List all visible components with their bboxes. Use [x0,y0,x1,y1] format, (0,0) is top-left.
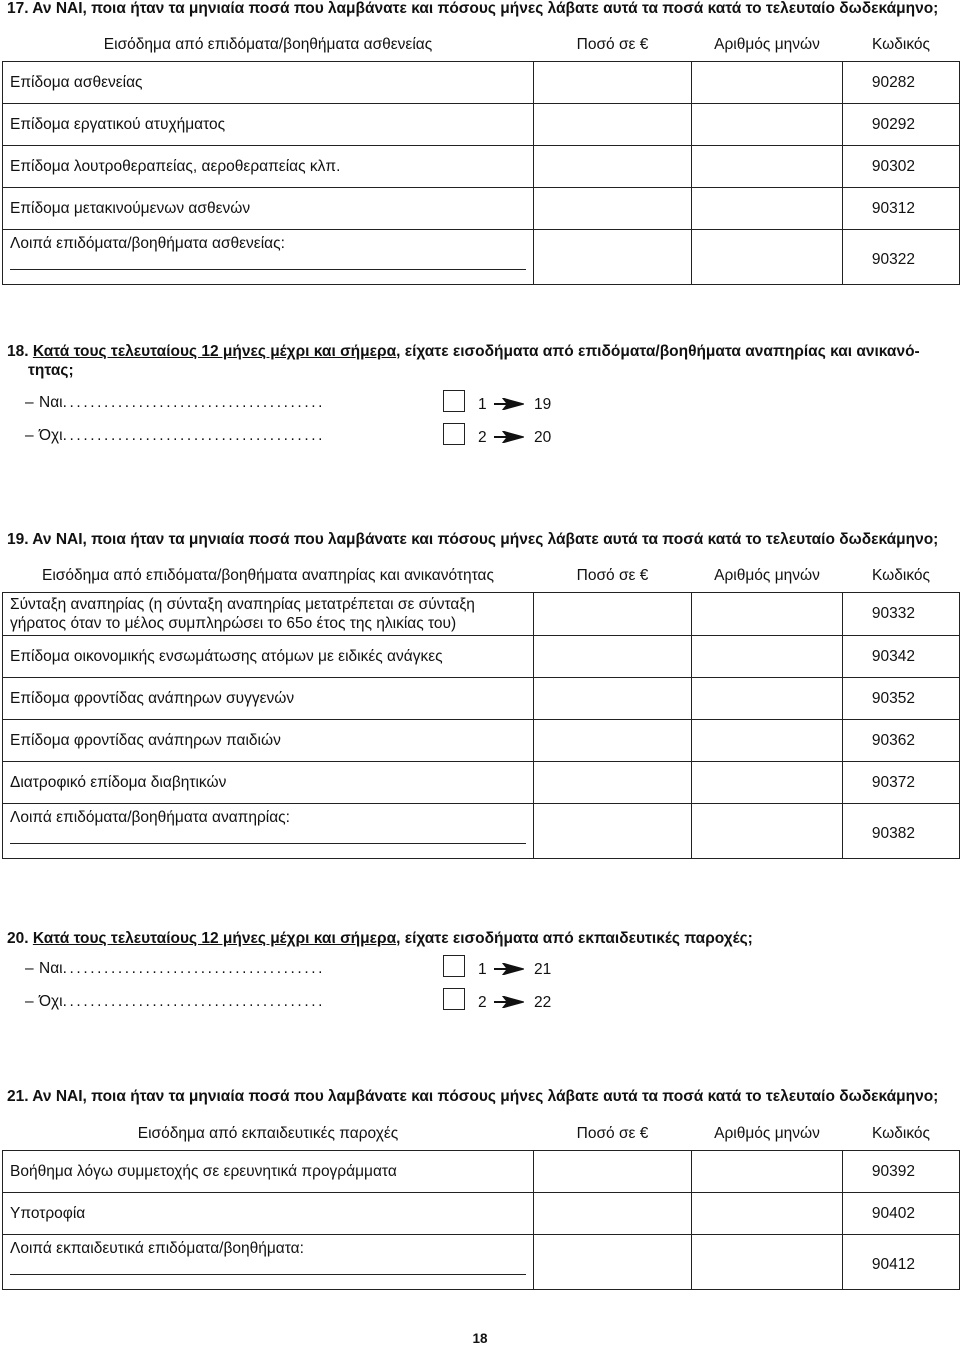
option-yes: – Ναι...................................... [25,394,326,411]
option-yes: – Ναι...................................... [25,960,326,977]
checkbox-yes[interactable] [443,390,465,412]
option-code: 1 [478,396,487,413]
row-code: 90382 [843,804,960,859]
question-number: 20. [7,930,29,947]
row-code: 90352 [843,678,960,720]
checkbox-no[interactable] [443,423,465,445]
row-label: Λοιπά επιδόματα/βοηθήματα αναπηρίας: [10,809,290,826]
row-code: 90402 [843,1193,960,1235]
arrow-right-icon [494,431,524,443]
months-field[interactable] [692,593,843,636]
table-row [3,678,960,720]
row-label: Επίδομα λουτροθεραπείας, αεροθεραπείας κλπ. [3,146,534,188]
row-other [3,1235,534,1290]
header-amount: Ποσό σε € [534,560,692,593]
table-row [3,593,960,636]
table-row [3,720,960,762]
months-field[interactable] [692,1235,843,1290]
row-label-block [3,593,534,636]
row-code: 90332 [843,593,960,636]
table-row [3,762,960,804]
row-label: Επίδομα φροντίδας ανάπηρων συγγενών [3,678,534,720]
header-months: Αριθμός μηνών [692,29,843,62]
header-income: Εισόδημα από εκπαιδευτικές παροχές [3,1118,534,1151]
option-code: 1 [478,961,487,978]
option-code: 2 [478,994,487,1011]
months-field[interactable] [692,720,843,762]
row-label: Επίδομα ασθενείας [3,62,534,104]
goto-question: 21 [534,961,552,978]
amount-field[interactable] [534,1151,692,1193]
months-field[interactable] [692,678,843,720]
checkbox-yes[interactable] [443,955,465,977]
question-21 [7,1088,938,1106]
header-code: Κωδικός [843,560,960,593]
question-text-cont: τητας; [28,362,74,379]
months-field[interactable] [692,1193,843,1235]
row-code: 90292 [843,104,960,146]
question-number: 21. [7,1088,29,1105]
table-q21 [2,1118,960,1290]
header-months: Αριθμός μηνών [692,560,843,593]
write-in-line[interactable] [10,269,526,270]
question-20 [7,930,753,948]
question-text: Αν ΝΑΙ, ποια ήταν τα μηνιαία ποσά που λαμβάνατε και πόσους μήνες λάβατε αυτά τα ποσά κατά το τελευταίο δωδεκάμηνο; [32,1088,939,1105]
table-row [3,188,960,230]
header-code: Κωδικός [843,29,960,62]
goto-question: 19 [534,396,552,413]
row-code: 90342 [843,636,960,678]
leader-dots: ...................................... [62,427,326,444]
question-emphasis: Κατά τους τελευταίους 12 μήνες μέχρι και σήμερα [32,930,397,947]
table-q17 [2,29,960,285]
header-amount: Ποσό σε € [534,1118,692,1151]
arrow-right-icon [494,996,524,1008]
row-code: 90372 [843,762,960,804]
amount-field[interactable] [534,1193,692,1235]
row-code: 90412 [843,1235,960,1290]
table-header [3,1118,960,1151]
amount-field[interactable] [534,593,692,636]
question-text: Αν ΝΑΙ, ποια ήταν τα μηνιαία ποσά που λαμβάνατε και πόσους μήνες λάβατε αυτά τα ποσά κατά το τελευταίο δωδεκάμηνο; [32,531,939,548]
table-header [3,560,960,593]
leader-dots: ...................................... [62,394,326,411]
row-code: 90362 [843,720,960,762]
header-income: Εισόδημα από επιδόματα/βοηθήματα ασθενείας [3,29,534,62]
question-text: , είχατε εισοδήματα από εκπαιδευτικές παροχές; [396,930,753,947]
question-number: 19. [7,531,29,548]
option-label: Ναι [39,960,63,977]
row-label: Λοιπά επιδόματα/βοηθήματα ασθενείας: [10,235,285,252]
table-row [3,636,960,678]
amount-field[interactable] [534,188,692,230]
table-q19 [2,560,960,859]
row-label: Επίδομα οικονομικής ενσωμάτωσης ατόμων με ειδικές ανάγκες [3,636,534,678]
table-row [3,62,960,104]
row-label: Επίδομα φροντίδας ανάπηρων παιδιών [3,720,534,762]
row-other [3,804,534,859]
page-number: 18 [472,1331,488,1346]
arrow-right-icon [494,963,524,975]
write-in-line[interactable] [10,1274,526,1275]
question-emphasis: Κατά τους τελευταίους 12 μήνες μέχρι και σήμερα [32,343,397,360]
goto-question: 22 [534,994,552,1011]
header-amount: Ποσό σε € [534,29,692,62]
row-code: 90312 [843,188,960,230]
row-code: 90392 [843,1151,960,1193]
question-18 [7,342,952,380]
option-code: 2 [478,429,487,446]
table-row [3,146,960,188]
row-label: Υποτροφία [3,1193,534,1235]
months-field[interactable] [692,104,843,146]
table-row [3,1193,960,1235]
option-no: – Όχι...................................... [25,427,326,444]
months-field[interactable] [692,804,843,859]
table-row [3,1151,960,1193]
amount-field[interactable] [534,762,692,804]
option-label: Όχι [39,427,63,444]
question-number: 18. [7,343,29,360]
header-months: Αριθμός μηνών [692,1118,843,1151]
months-field[interactable] [692,1151,843,1193]
row-label: Επίδομα εργατικού ατυχήματος [3,104,534,146]
table-row [3,104,960,146]
amount-field[interactable] [534,636,692,678]
row-label: Βοήθημα λόγω συμμετοχής σε ερευνητικά προγράμματα [3,1151,534,1193]
amount-field[interactable] [534,104,692,146]
table-row [3,230,960,285]
months-field[interactable] [692,636,843,678]
amount-field[interactable] [534,62,692,104]
option-no: – Όχι...................................... [25,993,326,1010]
months-field[interactable] [692,146,843,188]
table-row [3,804,960,859]
amount-field[interactable] [534,230,692,285]
write-in-line[interactable] [10,843,526,844]
row-label: Επίδομα μετακινούμενων ασθενών [3,188,534,230]
goto-question: 20 [534,429,552,446]
row-other [3,230,534,285]
arrow-right-icon [494,398,524,410]
leader-dots: ...................................... [62,993,326,1010]
table-header [3,29,960,62]
amount-field[interactable] [534,804,692,859]
amount-field[interactable] [534,720,692,762]
option-label: Ναι [39,394,63,411]
row-code: 90322 [843,230,960,285]
question-text: , είχατε εισοδήματα από επιδόματα/βοηθήματα αναπηρίας και ανικανό- [396,343,920,360]
months-field[interactable] [692,62,843,104]
question-number: 17. [7,0,29,17]
amount-field[interactable] [534,146,692,188]
header-income: Εισόδημα από επιδόματα/βοηθήματα αναπηρίας και ανικανότητας [3,560,534,593]
row-label: Διατροφικό επίδομα διαβητικών [3,762,534,804]
question-text: Αν ΝΑΙ, ποια ήταν τα μηνιαία ποσά που λαμβάνατε και πόσους μήνες λάβατε αυτά τα ποσά κατά το τελευταίο δωδεκάμηνο; [32,0,939,17]
months-field[interactable] [692,762,843,804]
leader-dots: ...................................... [62,960,326,977]
table-row [3,1235,960,1290]
row-label: Σύνταξη αναπηρίας (η σύνταξη αναπηρίας μετατρέπεται σε σύνταξη [10,596,475,613]
row-code: 90282 [843,62,960,104]
amount-field[interactable] [534,1235,692,1290]
row-label-cont: γήρατος όταν το μέλος συμπληρώσει το 65ο έτος της ηλικίας του) [10,615,457,632]
months-field[interactable] [692,230,843,285]
option-label: Όχι [39,993,63,1010]
amount-field[interactable] [534,678,692,720]
months-field[interactable] [692,188,843,230]
header-code: Κωδικός [843,1118,960,1151]
question-17 [7,0,938,18]
checkbox-no[interactable] [443,988,465,1010]
row-label: Λοιπά εκπαιδευτικά επιδόματα/βοηθήματα: [10,1240,304,1257]
row-code: 90302 [843,146,960,188]
question-19 [7,531,938,549]
